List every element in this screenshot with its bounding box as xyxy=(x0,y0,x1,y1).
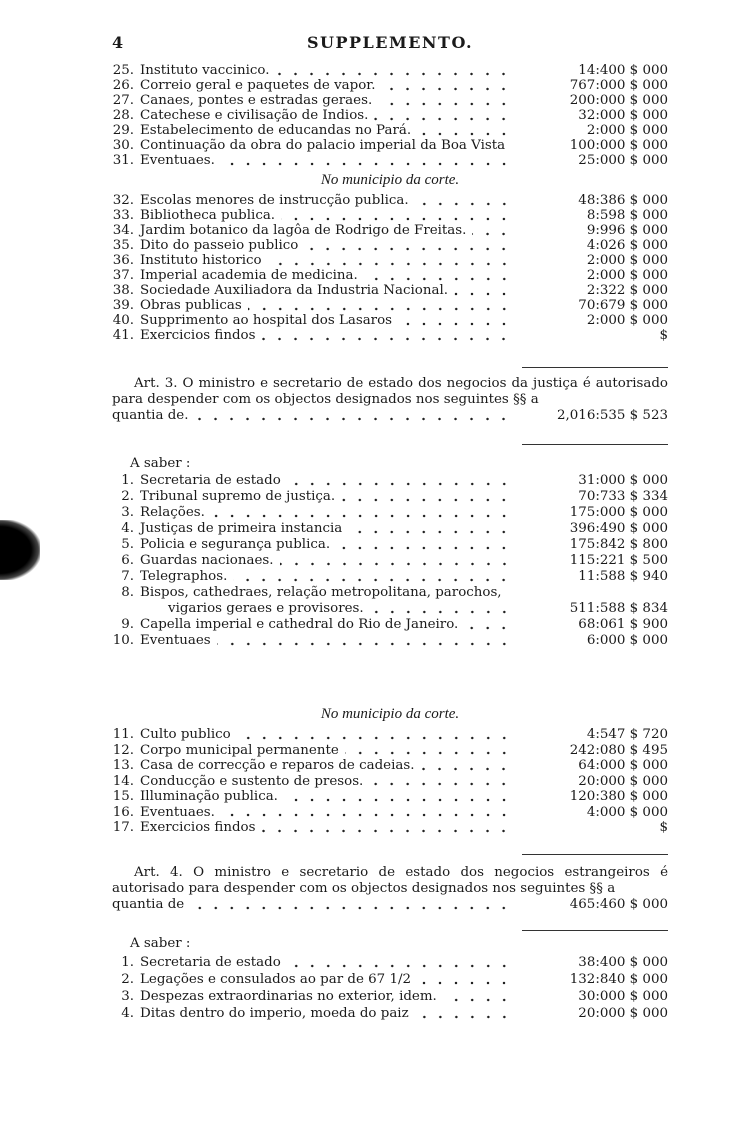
dot-leader xyxy=(511,147,512,151)
dot-leader xyxy=(281,217,512,221)
item-label: Imperial academia de medicina. xyxy=(140,268,358,283)
article-4 xyxy=(112,865,668,913)
article-4-last-line: quantia de xyxy=(112,897,185,912)
list-item xyxy=(112,473,668,489)
dot-leader xyxy=(221,162,512,166)
item-label: vigarios geraes e provisores. xyxy=(168,601,364,616)
dot-leader xyxy=(364,277,512,281)
item-amount: 2:322 $ 000 xyxy=(586,283,668,298)
item-label: Eventuaes. xyxy=(140,804,215,820)
item-amount: 120:380 $ 000 xyxy=(569,789,668,804)
item-label: Jardim botanico da lagôa de Rodrigo de Freitas. xyxy=(140,223,467,238)
subheading-municipio-1: No municipio da corte. xyxy=(320,172,460,188)
list-item xyxy=(112,193,668,208)
item-number: 12. xyxy=(112,742,134,758)
item-amount: $ xyxy=(659,328,668,343)
list-item xyxy=(112,617,668,633)
list-item xyxy=(112,63,668,78)
item-number: 17. xyxy=(112,820,134,835)
item-amount: 32:000 $ 000 xyxy=(578,108,668,123)
dot-leader xyxy=(190,906,512,910)
item-number: 3. xyxy=(121,505,134,520)
dot-leader xyxy=(341,498,512,502)
dot-leader xyxy=(221,813,512,817)
item-number: 13. xyxy=(112,758,134,773)
list-item xyxy=(112,553,668,569)
section-5-list xyxy=(112,954,668,1022)
item-amount: 200:000 $ 000 xyxy=(569,93,668,108)
dot-leader xyxy=(284,798,512,802)
item-label: Relações. xyxy=(140,505,205,520)
article-4-text: Art. 4. O ministro e secretario de estado dos negocios estrangeiros é autorisado para despender com os objectos designados nos seguintes §§ a xyxy=(112,865,668,896)
dot-leader xyxy=(378,102,512,106)
dot-leader xyxy=(417,132,512,136)
page-header xyxy=(112,33,668,53)
list-item xyxy=(112,505,668,521)
item-label: Culto publico xyxy=(140,727,231,742)
item-amount: 767:000 $ 000 xyxy=(569,78,668,93)
dot-leader xyxy=(233,578,512,582)
item-number: 4. xyxy=(121,1006,134,1021)
item-label: Bibliotheca publica. xyxy=(140,208,276,223)
item-label: Secretaria de estado xyxy=(140,955,281,970)
dot-leader xyxy=(304,247,512,251)
item-amount: 175:000 $ 000 xyxy=(569,505,668,520)
item-number: 39. xyxy=(112,298,134,313)
item-amount: 70:733 $ 334 xyxy=(578,489,668,504)
item-label: Instituto historico xyxy=(140,253,262,268)
dot-leader xyxy=(261,829,512,833)
item-number: 16. xyxy=(112,804,134,820)
dot-leader xyxy=(211,514,512,518)
item-number: 14. xyxy=(112,773,134,789)
dot-leader xyxy=(420,767,512,771)
dot-leader xyxy=(370,610,512,614)
item-amount: 8:598 $ 000 xyxy=(586,208,668,223)
dot-leader xyxy=(454,292,512,296)
list-item xyxy=(112,208,668,223)
item-label: Supprimento ao hospital dos Lasaros xyxy=(140,313,393,328)
dot-leader xyxy=(287,482,512,486)
item-number: 3. xyxy=(121,989,134,1004)
item-number: 4. xyxy=(121,521,134,536)
item-label: Escolas menores de instrucção publica. xyxy=(140,193,409,208)
list-item xyxy=(112,988,668,1005)
item-label: Conducção e sustento de presos. xyxy=(140,773,364,789)
item-number: 35. xyxy=(112,238,134,253)
item-number: 6. xyxy=(121,553,134,568)
item-number: 28. xyxy=(112,108,134,123)
item-label: Exercicios findos xyxy=(140,328,256,343)
item-number: 36. xyxy=(112,253,134,268)
item-amount: 4:547 $ 720 xyxy=(586,727,668,742)
item-amount: 38:400 $ 000 xyxy=(578,955,668,970)
item-label: Secretaria de estado xyxy=(140,473,281,488)
item-label: Sociedade Auxiliadora da Industria Nacional. xyxy=(140,283,448,298)
list-item xyxy=(112,489,668,505)
item-amount: 64:000 $ 000 xyxy=(578,758,668,773)
dot-leader xyxy=(374,117,512,121)
article-4-total: 465:460 $ 000 xyxy=(569,897,668,912)
list-item xyxy=(112,954,668,971)
list-item xyxy=(112,805,668,821)
item-amount: 2:000 $ 000 xyxy=(586,268,668,283)
item-amount: 396:490 $ 000 xyxy=(569,521,668,536)
list-item xyxy=(112,108,668,123)
subheading-municipio-2: No municipio da corte. xyxy=(320,706,460,722)
a-saber-label-2: A saber : xyxy=(130,936,191,951)
item-number: 34. xyxy=(112,223,134,238)
item-label: Eventuaes. xyxy=(140,153,215,168)
dot-leader xyxy=(472,232,512,236)
article-3-total: 2,016:535 $ 523 xyxy=(557,408,668,423)
list-item xyxy=(112,820,668,836)
list-item xyxy=(112,253,668,268)
list-item xyxy=(112,743,668,759)
divider xyxy=(522,930,668,931)
item-amount: 48:386 $ 000 xyxy=(578,193,668,208)
list-item xyxy=(112,223,668,238)
item-number: 5. xyxy=(121,537,134,552)
page-number: 4 xyxy=(112,33,124,52)
item-amount: 4:026 $ 000 xyxy=(586,238,668,253)
page-title: SUPPLEMENTO. xyxy=(306,33,474,52)
item-amount: 115:221 $ 500 xyxy=(569,553,668,568)
item-amount: 68:061 $ 900 xyxy=(578,617,668,632)
item-amount: 4:000 $ 000 xyxy=(586,804,668,820)
divider xyxy=(522,444,668,445)
item-amount: 9:996 $ 000 xyxy=(586,223,668,238)
list-item xyxy=(112,569,668,585)
item-amount: 2:000 $ 000 xyxy=(586,253,668,268)
list-item xyxy=(112,313,668,328)
item-amount: 30:000 $ 000 xyxy=(578,989,668,1004)
item-label: Obras publicas xyxy=(140,298,242,313)
item-label: Corpo municipal permanente xyxy=(140,742,339,758)
list-item xyxy=(112,774,668,790)
item-number: 41. xyxy=(112,328,134,343)
dot-leader xyxy=(464,626,512,630)
list-item xyxy=(112,1005,668,1022)
list-item xyxy=(112,298,668,313)
item-number: 2. xyxy=(121,489,134,504)
item-label: Justiças de primeira instancia xyxy=(140,521,343,536)
item-label: Bispos, cathedraes, relação metropolitana, parochos, xyxy=(140,585,502,600)
dot-leader xyxy=(348,530,512,534)
list-item xyxy=(112,537,668,553)
dot-leader xyxy=(398,322,512,326)
item-number: 40. xyxy=(112,313,134,328)
section-1-list xyxy=(112,63,668,168)
item-amount: 242:080 $ 495 xyxy=(569,742,668,758)
binding-shadow xyxy=(0,520,40,580)
dot-leader xyxy=(287,964,512,968)
item-label: Catechese e civilisação de Indios. xyxy=(140,108,369,123)
item-label: Ditas dentro do imperio, moeda do paiz xyxy=(140,1006,409,1021)
item-label: Canaes, pontes e estradas geraes. xyxy=(140,93,373,108)
item-number: 27. xyxy=(112,93,134,108)
item-number: 11. xyxy=(112,727,134,742)
item-label: Continuação da obra do palacio imperial da Boa Vista xyxy=(140,138,506,153)
item-label: Illuminação publica. xyxy=(140,789,278,804)
section-2-list xyxy=(112,193,668,343)
item-number: 1. xyxy=(121,473,134,488)
dot-leader xyxy=(194,417,512,421)
dot-leader xyxy=(217,642,512,646)
item-label: Casa de correcção e reparos de cadeias. xyxy=(140,758,415,773)
dot-leader xyxy=(237,736,512,740)
item-label: Instituto vaccinico. xyxy=(140,63,270,78)
dot-leader xyxy=(417,981,512,985)
item-amount: 14:400 $ 000 xyxy=(578,63,668,78)
dot-leader xyxy=(415,202,512,206)
item-amount: 20:000 $ 000 xyxy=(578,773,668,789)
item-amount: 175:842 $ 800 xyxy=(569,537,668,552)
list-item xyxy=(112,78,668,93)
list-item xyxy=(112,727,668,743)
list-item xyxy=(112,521,668,537)
list-item xyxy=(112,633,668,649)
article-3 xyxy=(112,376,668,424)
article-3-text: Art. 3. O ministro e secretario de estado dos negocios da justiça é autorisado para despender com os objectos designados nos seguintes §§ a xyxy=(112,376,668,407)
section-3-list xyxy=(112,473,668,649)
dot-leader xyxy=(248,307,512,311)
dot-leader xyxy=(369,782,512,786)
list-item-continuation xyxy=(112,601,668,617)
item-number: 7. xyxy=(121,569,134,584)
section-4-list xyxy=(112,727,668,836)
dot-leader xyxy=(336,546,512,550)
item-label: Capella imperial e cathedral do Rio de Janeiro. xyxy=(140,617,459,632)
item-amount: 31:000 $ 000 xyxy=(578,473,668,488)
item-label: Eventuaes xyxy=(140,633,211,648)
item-label: Telegraphos. xyxy=(140,569,228,584)
item-number: 29. xyxy=(112,123,134,138)
item-number: 15. xyxy=(112,789,134,804)
item-number: 38. xyxy=(112,283,134,298)
dot-leader xyxy=(345,751,512,755)
item-label: Exercicios findos xyxy=(140,820,256,835)
divider xyxy=(522,854,668,855)
item-number: 8. xyxy=(121,585,134,600)
dot-leader xyxy=(280,562,512,566)
list-item xyxy=(112,238,668,253)
list-item xyxy=(112,789,668,805)
dot-leader xyxy=(275,72,512,76)
item-number: 37. xyxy=(112,268,134,283)
item-number: 33. xyxy=(112,208,134,223)
item-amount: 25:000 $ 000 xyxy=(578,153,668,168)
list-item xyxy=(112,153,668,168)
list-item xyxy=(112,328,668,343)
divider xyxy=(522,367,668,368)
item-number: 30. xyxy=(112,138,134,153)
item-amount: 2:000 $ 000 xyxy=(586,313,668,328)
item-amount: 132:840 $ 000 xyxy=(569,972,668,987)
item-amount: 511:588 $ 834 xyxy=(569,601,668,616)
item-label: Correio geral e paquetes de vapor. xyxy=(140,78,376,93)
item-number: 25. xyxy=(112,63,134,78)
list-item xyxy=(112,268,668,283)
dot-leader xyxy=(415,1015,512,1019)
item-number: 9. xyxy=(121,617,134,632)
a-saber-label: A saber : xyxy=(130,456,191,471)
item-amount: 6:000 $ 000 xyxy=(586,633,668,648)
item-number: 10. xyxy=(112,633,134,648)
item-label: Tribunal supremo de justiça. xyxy=(140,489,336,504)
item-number: 2. xyxy=(121,972,134,987)
item-label: Guardas nacionaes. xyxy=(140,553,274,568)
dot-leader xyxy=(443,998,512,1002)
list-item xyxy=(112,123,668,138)
item-amount: 11:588 $ 940 xyxy=(578,569,668,584)
list-item xyxy=(112,93,668,108)
item-amount: 20:000 $ 000 xyxy=(578,1006,668,1021)
dot-leader xyxy=(268,262,512,266)
dot-leader xyxy=(261,337,512,341)
item-amount: 100:000 $ 000 xyxy=(569,138,668,153)
list-item xyxy=(112,283,668,298)
item-label: Dito do passeio publico xyxy=(140,238,299,253)
item-label: Policia e segurança publica. xyxy=(140,537,331,552)
list-item xyxy=(112,758,668,774)
list-item xyxy=(112,585,668,601)
item-label: Legações e consulados ao par de 67 1/2 xyxy=(140,972,411,987)
item-number: 32. xyxy=(112,193,134,208)
dot-leader xyxy=(381,87,512,91)
article-3-last-line: quantia de. xyxy=(112,408,189,423)
item-amount: $ xyxy=(659,820,668,835)
item-number: 31. xyxy=(112,153,134,168)
item-amount: 2:000 $ 000 xyxy=(586,123,668,138)
list-item xyxy=(112,138,668,153)
item-number: 1. xyxy=(121,955,134,970)
item-amount: 70:679 $ 000 xyxy=(578,298,668,313)
item-label: Despezas extraordinarias no exterior, idem. xyxy=(140,989,437,1004)
item-label: Estabelecimento de educandas no Pará. xyxy=(140,123,412,138)
list-item xyxy=(112,971,668,988)
item-number: 26. xyxy=(112,78,134,93)
